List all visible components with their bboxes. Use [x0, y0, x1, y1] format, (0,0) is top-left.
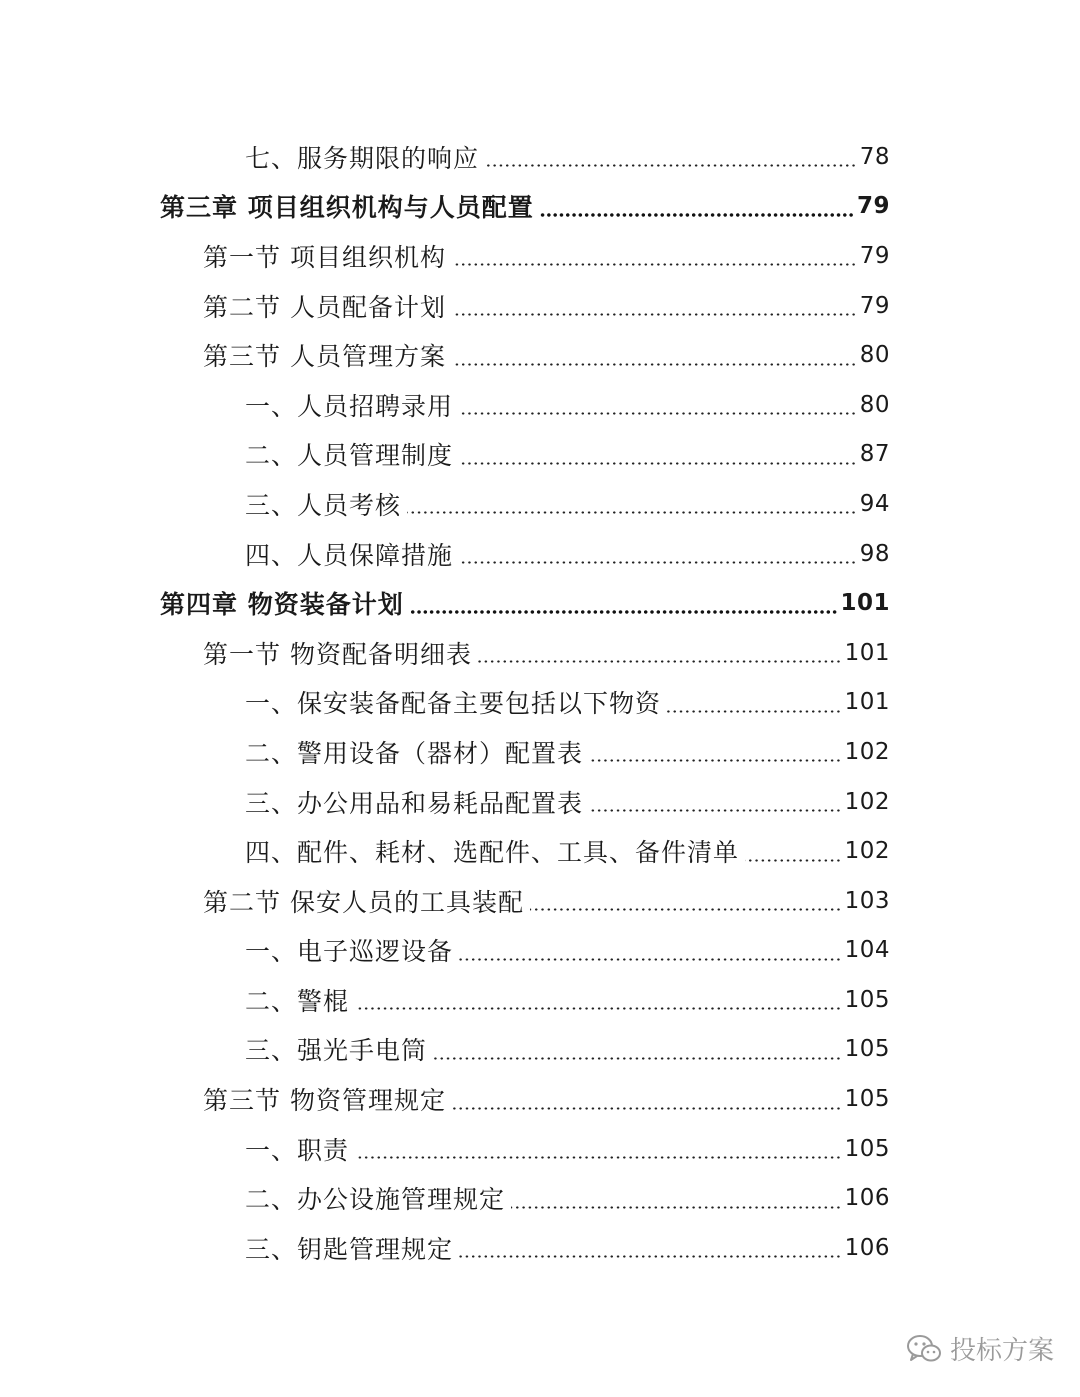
- toc-dot-leader: [410, 610, 838, 614]
- toc-subsection-entry[interactable]: [0, 430, 1080, 480]
- toc-entry-title: 三、人员考核: [245, 490, 402, 520]
- toc-dot-leader: [407, 511, 857, 514]
- toc-dot-leader: [452, 363, 857, 366]
- toc-entry-page-number: 106: [844, 1234, 890, 1261]
- toc-subsection-entry[interactable]: [0, 380, 1080, 430]
- toc-subsection-entry[interactable]: [0, 678, 1080, 728]
- toc-dot-leader: [667, 710, 842, 713]
- toc-entry-title: 二、人员管理制度: [245, 441, 454, 471]
- toc-entry-page-number: 102: [844, 788, 890, 815]
- toc-entry-page-number: 94: [859, 490, 890, 517]
- toc-entry-title: 一、职责: [245, 1135, 350, 1165]
- toc-entry-title: 一、人员招聘录用: [245, 391, 454, 421]
- toc-entry-title: 第二节 人员配备计划: [203, 292, 446, 322]
- toc-entry-page-number: 101: [844, 689, 890, 716]
- toc-entry-page-number: 78: [859, 143, 890, 170]
- toc-subsection-entry[interactable]: [0, 1173, 1080, 1223]
- toc-chapter-entry[interactable]: [0, 578, 1080, 628]
- toc-subsection-entry[interactable]: [0, 1223, 1080, 1273]
- toc-entry-page-number: 79: [859, 292, 890, 319]
- toc-entry-page-number: 105: [844, 1086, 890, 1113]
- toc-entry-page-number: 101: [840, 590, 890, 617]
- toc-entry-page-number: 80: [859, 391, 890, 418]
- toc-entry-title: 一、保安装备配备主要包括以下物资: [245, 689, 662, 719]
- toc-subsection-entry[interactable]: [0, 926, 1080, 976]
- toc-dot-leader: [433, 1057, 842, 1060]
- toc-subsection-entry[interactable]: [0, 1124, 1080, 1174]
- toc-entry-page-number: 102: [844, 738, 890, 765]
- toc-entry-page-number: 104: [844, 937, 890, 964]
- toc-subsection-entry[interactable]: [0, 479, 1080, 529]
- toc-dot-leader: [478, 660, 842, 663]
- toc-dot-leader: [355, 1156, 842, 1159]
- toc-section-entry[interactable]: [0, 231, 1080, 281]
- toc-dot-leader: [540, 213, 854, 217]
- toc-entry-page-number: 105: [844, 986, 890, 1013]
- toc-chapter-entry[interactable]: [0, 182, 1080, 232]
- toc-entry-title: 二、警棍: [245, 986, 350, 1016]
- toc-dot-leader: [459, 561, 857, 564]
- toc-dot-leader: [355, 1007, 842, 1010]
- toc-entry-title: 第一节 项目组织机构: [203, 242, 446, 272]
- toc-subsection-entry[interactable]: [0, 529, 1080, 579]
- toc-dot-leader: [745, 859, 842, 862]
- toc-entry-title: 第四章 物资装备计划: [160, 590, 404, 620]
- watermark: [906, 1330, 1054, 1367]
- toc-entry-title: 三、钥匙管理规定: [245, 1234, 454, 1264]
- toc-entry-title: 二、警用设备（器材）配置表: [245, 738, 584, 768]
- toc-section-entry[interactable]: [0, 281, 1080, 331]
- toc-section-entry[interactable]: [0, 628, 1080, 678]
- toc-section-entry[interactable]: [0, 330, 1080, 380]
- toc-entry-page-number: 106: [844, 1185, 890, 1212]
- toc-entry-page-number: 105: [844, 1036, 890, 1063]
- watermark-text: 投标方案: [950, 1336, 1055, 1366]
- toc-entry-page-number: 79: [859, 242, 890, 269]
- toc-entry-page-number: 101: [844, 639, 890, 666]
- toc-entry-page-number: 80: [859, 342, 890, 369]
- toc-entry-title: 第三章 项目组织机构与人员配置: [160, 193, 534, 223]
- toc-entry-title: 三、强光手电筒: [245, 1036, 428, 1066]
- toc-dot-leader: [530, 908, 842, 911]
- toc-entry-title: 第二节 保安人员的工具装配: [203, 887, 524, 917]
- toc-subsection-entry[interactable]: [0, 727, 1080, 777]
- toc-entry-title: 二、办公设施管理规定: [245, 1185, 506, 1215]
- toc-entry-title: 第三节 物资管理规定: [203, 1086, 446, 1116]
- toc-subsection-entry[interactable]: [0, 132, 1080, 182]
- toc-entry-page-number: 79: [856, 193, 890, 220]
- toc-entry-page-number: 102: [844, 838, 890, 865]
- toc-entry-page-number: 103: [844, 887, 890, 914]
- toc-entry-title: 四、配件、耗材、选配件、工具、备件清单: [245, 838, 740, 868]
- toc-dot-leader: [459, 462, 857, 465]
- toc-subsection-entry[interactable]: [0, 1025, 1080, 1075]
- table-of-contents: [0, 132, 1080, 1273]
- toc-dot-leader: [452, 1107, 842, 1110]
- toc-dot-leader: [452, 263, 857, 266]
- wechat-icon: [906, 1333, 942, 1365]
- toc-dot-leader: [589, 759, 842, 762]
- toc-subsection-entry[interactable]: [0, 777, 1080, 827]
- toc-entry-title: 第三节 人员管理方案: [203, 342, 446, 372]
- toc-entry-title: 第一节 物资配备明细表: [203, 639, 472, 669]
- toc-dot-leader: [589, 809, 842, 812]
- toc-entry-title: 三、办公用品和易耗品配置表: [245, 788, 584, 818]
- toc-entry-title: 一、电子巡逻设备: [245, 937, 454, 967]
- toc-entry-page-number: 87: [859, 441, 890, 468]
- toc-dot-leader: [459, 1255, 842, 1258]
- toc-entry-page-number: 105: [844, 1135, 890, 1162]
- toc-section-entry[interactable]: [0, 1074, 1080, 1124]
- toc-subsection-entry[interactable]: [0, 975, 1080, 1025]
- toc-dot-leader: [459, 412, 857, 415]
- toc-dot-leader: [452, 313, 857, 316]
- toc-entry-page-number: 98: [859, 540, 890, 567]
- toc-dot-leader: [485, 164, 857, 167]
- toc-entry-title: 四、人员保障措施: [245, 540, 454, 570]
- toc-subsection-entry[interactable]: [0, 826, 1080, 876]
- toc-dot-leader: [459, 958, 842, 961]
- toc-section-entry[interactable]: [0, 876, 1080, 926]
- toc-entry-title: 七、服务期限的响应: [245, 143, 480, 173]
- toc-dot-leader: [511, 1206, 842, 1209]
